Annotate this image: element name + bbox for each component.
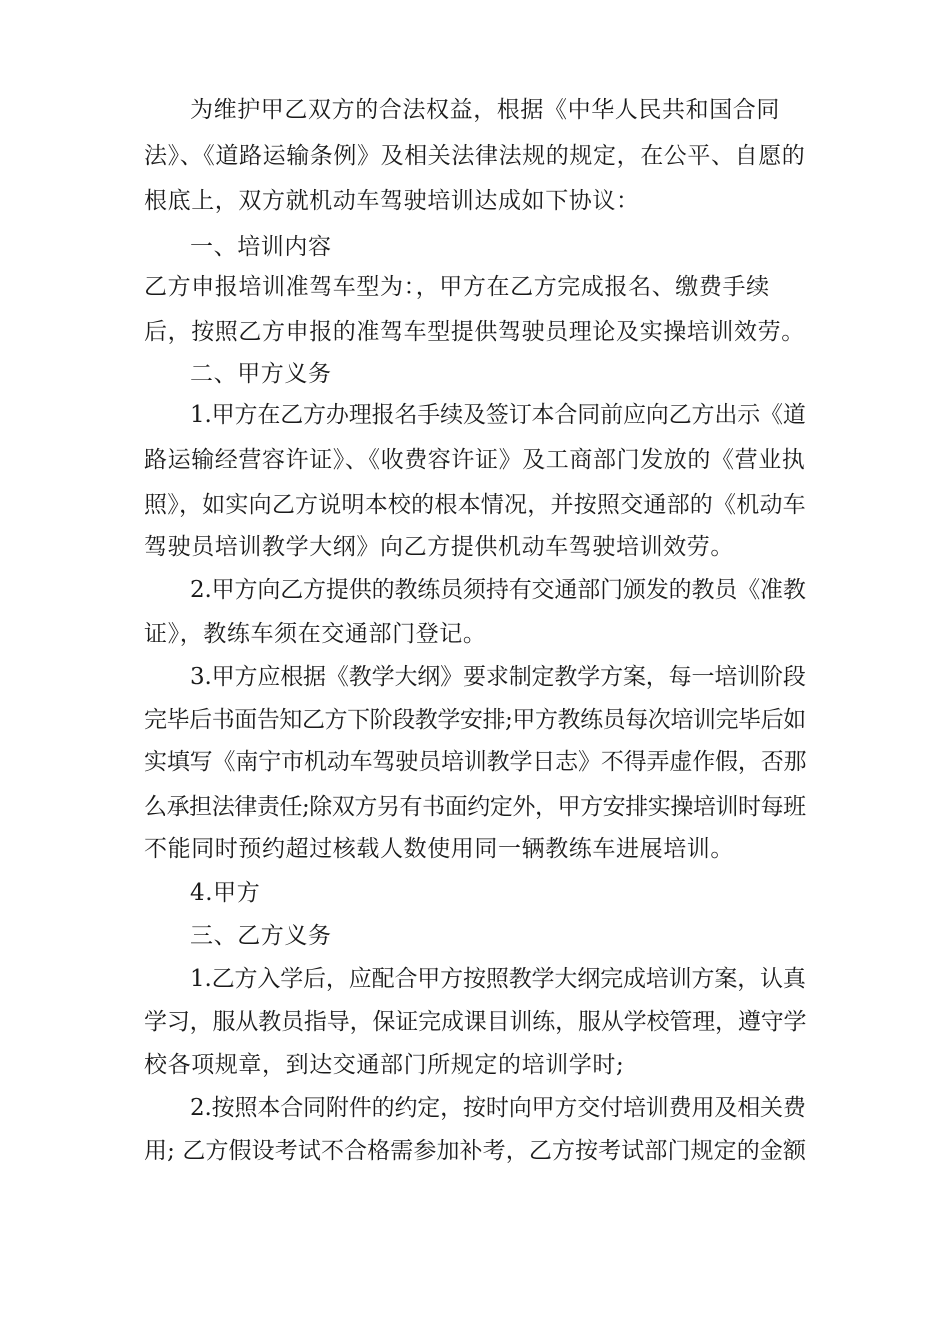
text-line: 为维护甲乙双方的合法权益，根据《中华人民共和国合同 xyxy=(190,97,780,123)
text-line: 么承担法律责任;除双方另有书面约定外，甲方安排实操培训时每班 xyxy=(144,794,806,820)
text-line: 驾驶员培训教学大纲》向乙方提供机动车驾驶培训效劳。 xyxy=(144,534,734,560)
text-line: 路运输经营容许证》、《收费容许证》及工商部门发放的《营业执 xyxy=(144,447,806,473)
text-line: 2.按照本合同附件的约定，按时向甲方交付培训费用及相关费 xyxy=(190,1095,806,1121)
section-heading: 二、甲方义务 xyxy=(190,361,332,387)
text-line: 1.甲方在乙方办理报名手续及签订本合同前应向乙方出示《道 xyxy=(190,402,806,428)
text-line: 法》、《道路运输条例》及相关法律法规的规定，在公平、自愿的 xyxy=(144,143,806,169)
text-line: 不能同时预约超过核载人数使用同一辆教练车进展培训。 xyxy=(144,836,734,862)
text-line: 后，按照乙方申报的准驾车型提供驾驶员理论及实操培训效劳。 xyxy=(144,319,805,345)
text-line: 4.甲方 xyxy=(190,880,261,906)
text-line: 实填写《南宁市机动车驾驶员培训教学日志》不得弄虚作假，否那 xyxy=(144,749,807,775)
text-line: 校各项规章，到达交通部门所规定的培训学时; xyxy=(144,1052,625,1078)
text-line: 学习，服从教员指导，保证完成课目训练，服从学校管理，遵守学 xyxy=(144,1009,807,1035)
section-heading: 一、培训内容 xyxy=(190,234,332,260)
text-line: 完毕后书面告知乙方下阶段教学安排;甲方教练员每次培训完毕后如 xyxy=(144,707,806,733)
text-line: 2.甲方向乙方提供的教练员须持有交通部门颁发的教员《准教 xyxy=(190,577,806,603)
text-line: 3.甲方应根据《教学大纲》要求制定教学方案，每一培训阶段 xyxy=(190,664,806,690)
text-line: 乙方申报培训准驾车型为：，甲方在乙方完成报名、缴费手续 xyxy=(144,274,770,300)
text-line: 根底上，双方就机动车驾驶培训达成如下协议： xyxy=(144,188,640,214)
text-line: 用; 乙方假设考试不合格需参加补考，乙方按考试部门规定的金额 xyxy=(144,1138,807,1164)
section-heading: 三、乙方义务 xyxy=(190,923,332,949)
text-line: 照》，如实向乙方说明本校的根本情况，并按照交通部的《机动车 xyxy=(144,492,806,518)
text-line: 1.乙方入学后，应配合甲方按照教学大纲完成培训方案，认真 xyxy=(190,966,806,992)
text-line: 证》，教练车须在交通部门登记。 xyxy=(144,621,487,647)
